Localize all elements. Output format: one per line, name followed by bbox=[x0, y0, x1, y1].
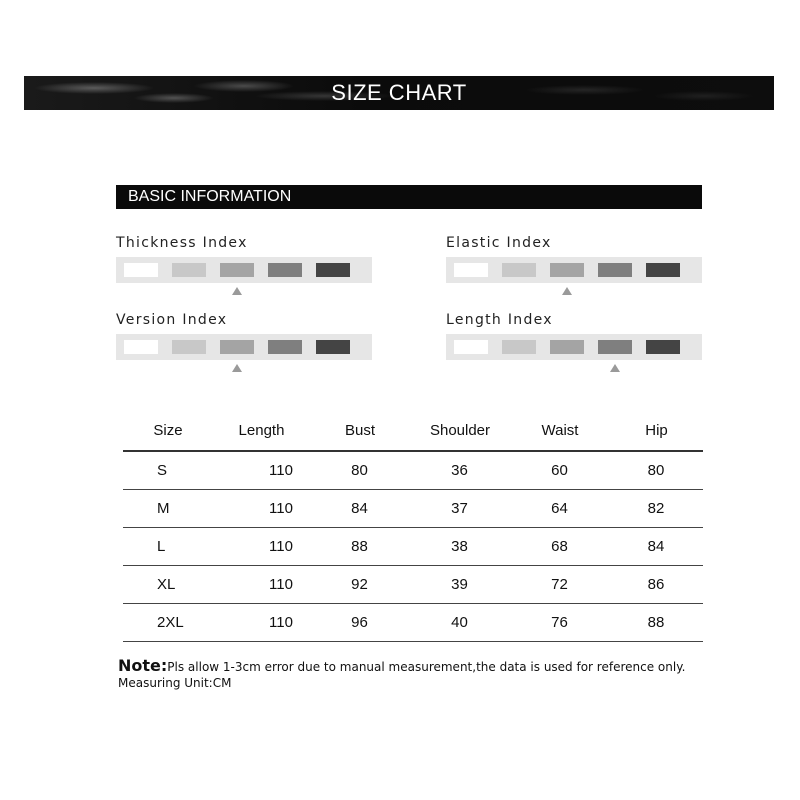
version-index-scale bbox=[116, 334, 372, 360]
page-title: SIZE CHART bbox=[331, 80, 467, 105]
measuring-unit: Measuring Unit:CM bbox=[118, 676, 232, 690]
table-cell: S bbox=[123, 451, 213, 490]
table-cell: 92 bbox=[310, 566, 410, 604]
size-table-body bbox=[123, 451, 703, 642]
table-cell: L bbox=[123, 528, 213, 566]
section-title: BASIC INFORMATION bbox=[128, 188, 292, 205]
table-cell: 110 bbox=[213, 490, 310, 528]
column-header: Waist bbox=[510, 410, 610, 451]
table-cell: 68 bbox=[510, 528, 610, 566]
table-cell: 80 bbox=[310, 451, 410, 490]
table-cell: 37 bbox=[410, 490, 510, 528]
note-label: Note bbox=[118, 656, 161, 675]
scale-swatch bbox=[550, 263, 584, 277]
table-cell: 88 bbox=[310, 528, 410, 566]
scale-swatch bbox=[454, 340, 488, 354]
size-chart-banner bbox=[24, 76, 774, 110]
scale-swatch bbox=[502, 263, 536, 277]
scale-swatch bbox=[646, 263, 680, 277]
table-cell: XL bbox=[123, 566, 213, 604]
scale-swatch bbox=[172, 340, 206, 354]
table-cell: 60 bbox=[510, 451, 610, 490]
scale-swatch bbox=[172, 263, 206, 277]
table-cell: 110 bbox=[213, 451, 310, 490]
table-cell: 88 bbox=[610, 604, 703, 642]
table-cell: 110 bbox=[213, 604, 310, 642]
note-text: Pls allow 1-3cm error due to manual measurement,the data is used for reference only. bbox=[167, 660, 686, 674]
scale-swatch bbox=[220, 263, 254, 277]
length-index-label: Length Index bbox=[446, 312, 553, 328]
selected-level-marker-icon bbox=[232, 364, 242, 372]
column-header: Bust bbox=[310, 410, 410, 451]
table-cell: 72 bbox=[510, 566, 610, 604]
table-cell: 76 bbox=[510, 604, 610, 642]
thickness-index bbox=[116, 233, 372, 283]
elastic-index-scale bbox=[446, 257, 702, 283]
table-cell: 84 bbox=[610, 528, 703, 566]
column-header: Shoulder bbox=[410, 410, 510, 451]
scale-swatch bbox=[502, 340, 536, 354]
selected-level-marker-icon bbox=[232, 287, 242, 295]
version-index-label: Version Index bbox=[116, 312, 228, 328]
basic-information-header bbox=[116, 185, 702, 209]
note-separator: : bbox=[160, 656, 168, 675]
note bbox=[118, 658, 685, 691]
elastic-index bbox=[446, 233, 702, 283]
table-cell: 38 bbox=[410, 528, 510, 566]
table-cell: 64 bbox=[510, 490, 610, 528]
table-cell: M bbox=[123, 490, 213, 528]
table-cell: 96 bbox=[310, 604, 410, 642]
scale-swatch bbox=[268, 340, 302, 354]
scale-swatch bbox=[220, 340, 254, 354]
scale-swatch bbox=[454, 263, 488, 277]
table-cell: 86 bbox=[610, 566, 703, 604]
table-cell: 40 bbox=[410, 604, 510, 642]
table-row bbox=[123, 566, 703, 604]
elastic-index-label: Elastic Index bbox=[446, 235, 552, 251]
length-index bbox=[446, 310, 702, 360]
table-header-row bbox=[123, 410, 703, 451]
version-index bbox=[116, 310, 372, 360]
selected-level-marker-icon bbox=[610, 364, 620, 372]
scale-swatch bbox=[598, 340, 632, 354]
table-row bbox=[123, 490, 703, 528]
column-header: Length bbox=[213, 410, 310, 451]
scale-swatch bbox=[268, 263, 302, 277]
table-cell: 110 bbox=[213, 528, 310, 566]
table-row bbox=[123, 528, 703, 566]
scale-swatch bbox=[124, 263, 158, 277]
table-cell: 110 bbox=[213, 566, 310, 604]
thickness-index-scale bbox=[116, 257, 372, 283]
length-index-scale bbox=[446, 334, 702, 360]
table-cell: 2XL bbox=[123, 604, 213, 642]
column-header: Hip bbox=[610, 410, 703, 451]
table-cell: 80 bbox=[610, 451, 703, 490]
thickness-index-label: Thickness Index bbox=[116, 235, 248, 251]
scale-swatch bbox=[550, 340, 584, 354]
selected-level-marker-icon bbox=[562, 287, 572, 295]
table-cell: 82 bbox=[610, 490, 703, 528]
table-cell: 36 bbox=[410, 451, 510, 490]
column-header: Size bbox=[123, 410, 213, 451]
table-row bbox=[123, 451, 703, 490]
scale-swatch bbox=[598, 263, 632, 277]
table-cell: 39 bbox=[410, 566, 510, 604]
size-table bbox=[123, 410, 703, 642]
table-row bbox=[123, 604, 703, 642]
scale-swatch bbox=[316, 340, 350, 354]
scale-swatch bbox=[316, 263, 350, 277]
table-cell: 84 bbox=[310, 490, 410, 528]
scale-swatch bbox=[646, 340, 680, 354]
scale-swatch bbox=[124, 340, 158, 354]
